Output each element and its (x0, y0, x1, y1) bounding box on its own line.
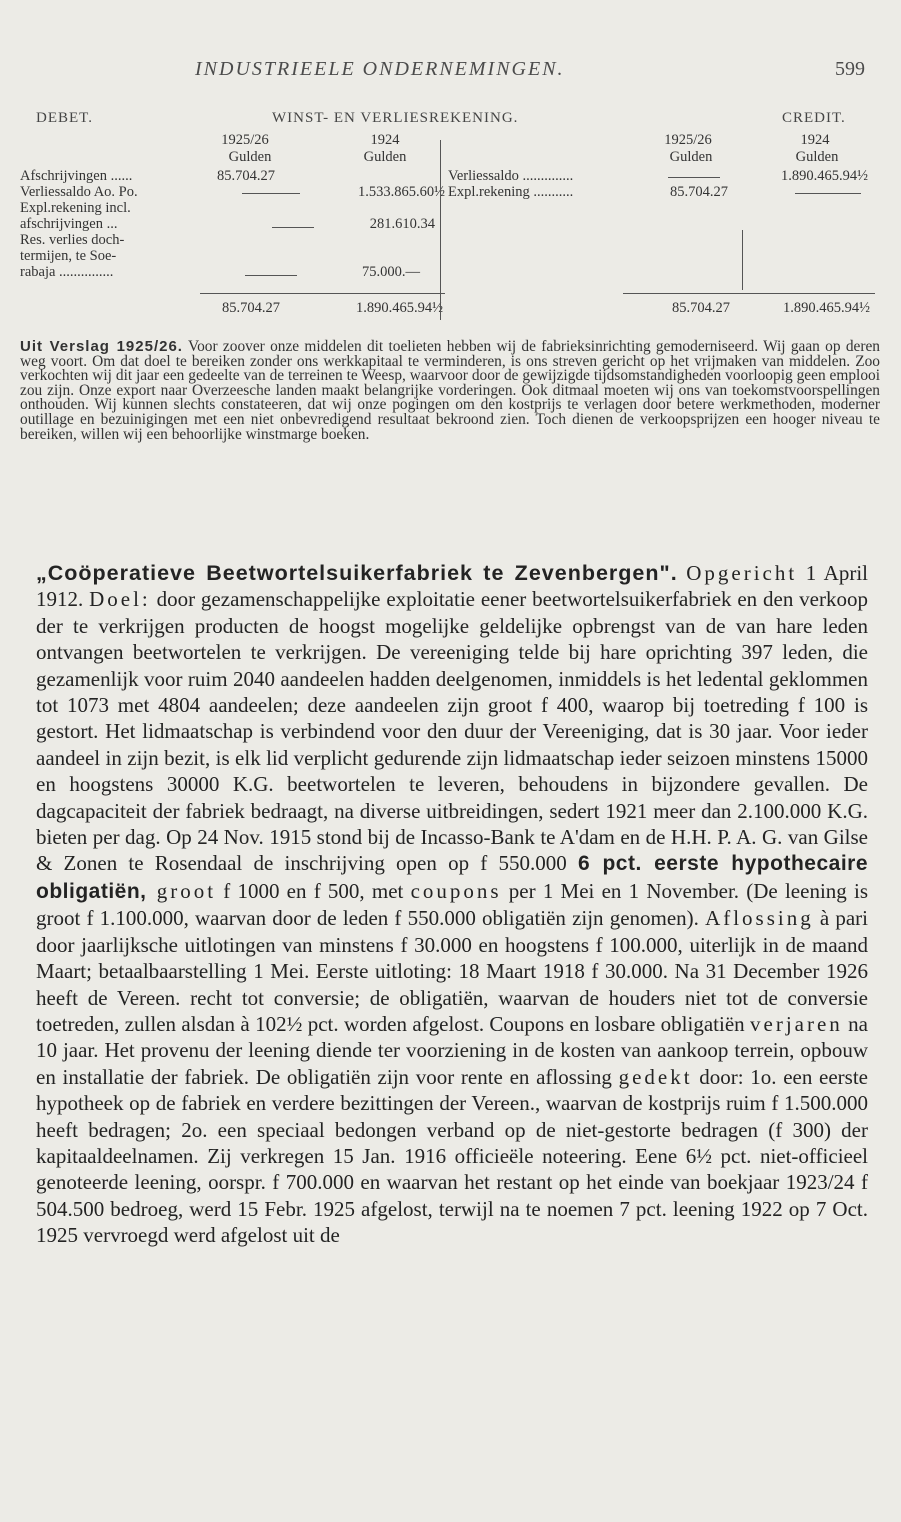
size-label: groot (146, 878, 217, 903)
body-text: door: 1o. een eerste hypotheek op de fabriek en verdere bezittingen der Vereen., waarvan de kostprijs ruim f 1.500.000 heeft bedragen; 2o. een speciaal bedongen verband op de niet-gestorte bedragen (f 300) der kapitaaldeelnamen. Zij verkregen 15 Jan. 1916 officieële noteering. Eene 6½ pct. niet-officieel genoteerde leening, oorspr. f 700.000 en waarvan het restant op het einde van boekjaar 1923/24 f 504.500 bedroeg, werd 15 Febr. 1925 afgelost, terwijl na te noemen 7 pct. leening 1922 op 7 Oct. 1925 vervroegd werd afgelost uit de (36, 1064, 868, 1248)
credit-row-value: 85.704.27 (670, 184, 728, 200)
body-text: door gezamenschappelijke exploitatie eener beetwortelsuikerfabriek en den verkoop der te verkrijgen producten de hoogst mogelijke geldelijke opbrengst van de van hare leden ontvangen beetwortelen te verkrijgen. De vereeniging telde bij hare oprichting 397 leden, die gezamenlijk voor ruim 2040 aandeelen hadden deelgenomen, inmiddels is het ledental geklommen tot 1073 met 4804 aandeelen; deze aandeelen zijn groot f 400, waarop bij toetreding f 100 is gestort. Het lidmaatschap is verbindend voor den duur der Vereeniging, dat is 30 jaar. Voor ieder aandeel in zijn bezit, is elk lid verplicht gedurende zijn lidmaatschap ieder seizoen minstens 15000 en hoogstens 30000 K.G. beetwortelen te leveren, behoudens in bijzondere gevallen. De dagcapaciteit der fabriek bedraagt, na diverse uitbreidingen, sedert 1921 meer dan 2.100.000 K.G. bieten per dag. Op 24 Nov. 1915 stond bij de Incasso-Bank te A'dam en de H.H. P. A. G. van Gilse & Zonen te Rosendaal de inschrijving open op f 550.000 (36, 587, 868, 876)
account-divider (440, 140, 441, 320)
report-text: Voor zoover onze middelen dit toelieten hebben wij de fabrieksinrichting gemoderniseerd. Wij gaan op deren weg voort. Om dat doel te bereiken zonder ons werkkapitaal te verminderen, is ons streven gericht op het vrijmaken van middelen. Zoo verkochten wij dit jaar een gedeelte van de terreinen te Weesp, waarvoor door de gewijzigde tijdsomstandigheden voorloopig geen emplooi zou zijn. Onze export naar Overzeesche landen maakt belangrijke vorderingen. Ook ditmaal moeten wij ons van toekomstvoorspellingen onthouden. Wij kunnen slechts constateeren, dat wij onze pogingen om den kostprijs te verlagen door betere werkmethoden, moderner outillage en bezuinigingen met een niet onbevredigend resultaat bekroond zien. Toch dienen de verkoopsprijzen een hooger niveau te bereiken, willen wij een behoorlijke winstmarge boeken. (20, 338, 881, 443)
annual-report-excerpt (20, 340, 880, 542)
body-text: na 10 jaar. Het provenu der leening diende ter voorziening in de kosten van aankoop terrein, opbouw en installatie der fabriek. De obligatiën zijn voor rente en aflossing (36, 1011, 868, 1089)
debit-col2-year: 1924 (370, 132, 400, 148)
company-title: „Coöperatieve Beetwortelsuikerfabriek te Zevenbergen". (36, 561, 678, 585)
profit-loss-account (20, 110, 880, 335)
debit-total-1: 85.704.27 (222, 300, 280, 316)
debit-row-label: afschrijvingen ... (20, 216, 118, 232)
debit-row-label: Afschrijvingen ...... (20, 168, 133, 184)
credit-total-1: 85.704.27 (672, 300, 730, 316)
debit-label: DEBET. (36, 110, 93, 126)
purpose-label: Doel: (89, 587, 151, 612)
page-number: 599 (835, 58, 865, 80)
credit-col1-unit: Gulden (669, 149, 713, 165)
debit-row-value: 281.610.34 (369, 216, 435, 232)
report-heading: Uit Verslag 1925/26. (20, 338, 183, 355)
debit-col1-unit: Gulden (228, 149, 272, 165)
credit-inner-rule (742, 230, 743, 290)
founded-label: Opgericht (686, 561, 798, 585)
empty-amount-dash (242, 193, 300, 194)
debit-col2-unit: Gulden (363, 149, 407, 165)
empty-amount-dash (272, 227, 314, 228)
credit-total-rule (623, 293, 875, 294)
credit-col1-year: 1925/26 (664, 132, 712, 148)
credit-row-label: Verliessaldo .............. (448, 168, 574, 184)
secured-label: gedekt (618, 1064, 693, 1089)
empty-amount-dash (245, 275, 297, 276)
credit-col2-year: 1924 (800, 132, 830, 148)
debit-row-value: 1.533.865.60½ (358, 184, 445, 200)
debit-row-label: rabaja ............... (20, 264, 114, 280)
body-text: à pari door jaarlijksche uitlotingen van minstens f 30.000 en hoogstens f 100.000, uiterlijk in de maand Maart; betaalbaarstelling 1 Mei. Eerste uitloting: 18 Maart 1918 f 30.000. Na 31 December 1926 heeft de Vereen. recht tot conversie; de obligatiën, waarvan de houders niet tot de conversie toetreden, zullen alsdan à 102½ pct. worden afgelost. Coupons en losbare obligatiën (36, 906, 868, 1036)
debit-row-label: Res. verlies doch- (20, 232, 125, 248)
page-header (0, 56, 901, 86)
debit-row-value: 85.704.27 (217, 168, 275, 184)
empty-amount-dash (795, 193, 861, 194)
debit-row-label: termijen, te Soe- (20, 248, 117, 264)
empty-amount-dash (668, 177, 720, 178)
coupons-label: coupons (410, 878, 502, 903)
running-head: INDUSTRIEELE ONDERNEMINGEN. (195, 58, 565, 80)
company-entry (36, 560, 868, 1510)
account-title: WINST- EN VERLIESREKENING. (272, 110, 519, 126)
debit-row-value: 75.000.— (362, 264, 420, 280)
credit-row-value: 1.890.465.94½ (781, 168, 868, 184)
prescription-label: verjaren (750, 1011, 843, 1036)
body-text: per 1 Mei en 1 November. (De leening is groot f 1.100.000, waarvan door de leden f 550.000 obligatiën zijn genomen). (36, 878, 868, 931)
debit-total-2: 1.890.465.94½ (356, 300, 443, 316)
credit-col2-unit: Gulden (795, 149, 839, 165)
body-text: f 1000 en f 500, met (216, 878, 411, 903)
bond-heading: 6 pct. eerste hypothecaire obligatiën, (36, 852, 869, 903)
debit-total-rule (200, 293, 445, 294)
credit-total-2: 1.890.465.94½ (783, 300, 870, 316)
body-text: 1 April 1912. (36, 561, 869, 612)
credit-label: CREDIT. (782, 110, 846, 126)
credit-row-label: Expl.rekening ........... (448, 184, 574, 200)
redemption-label: Aflossing (705, 906, 814, 931)
debit-row-label: Verliessaldo Ao. Po. (20, 184, 138, 200)
debit-row-label: Expl.rekening incl. (20, 200, 131, 216)
debit-col1-year: 1925/26 (221, 132, 269, 148)
